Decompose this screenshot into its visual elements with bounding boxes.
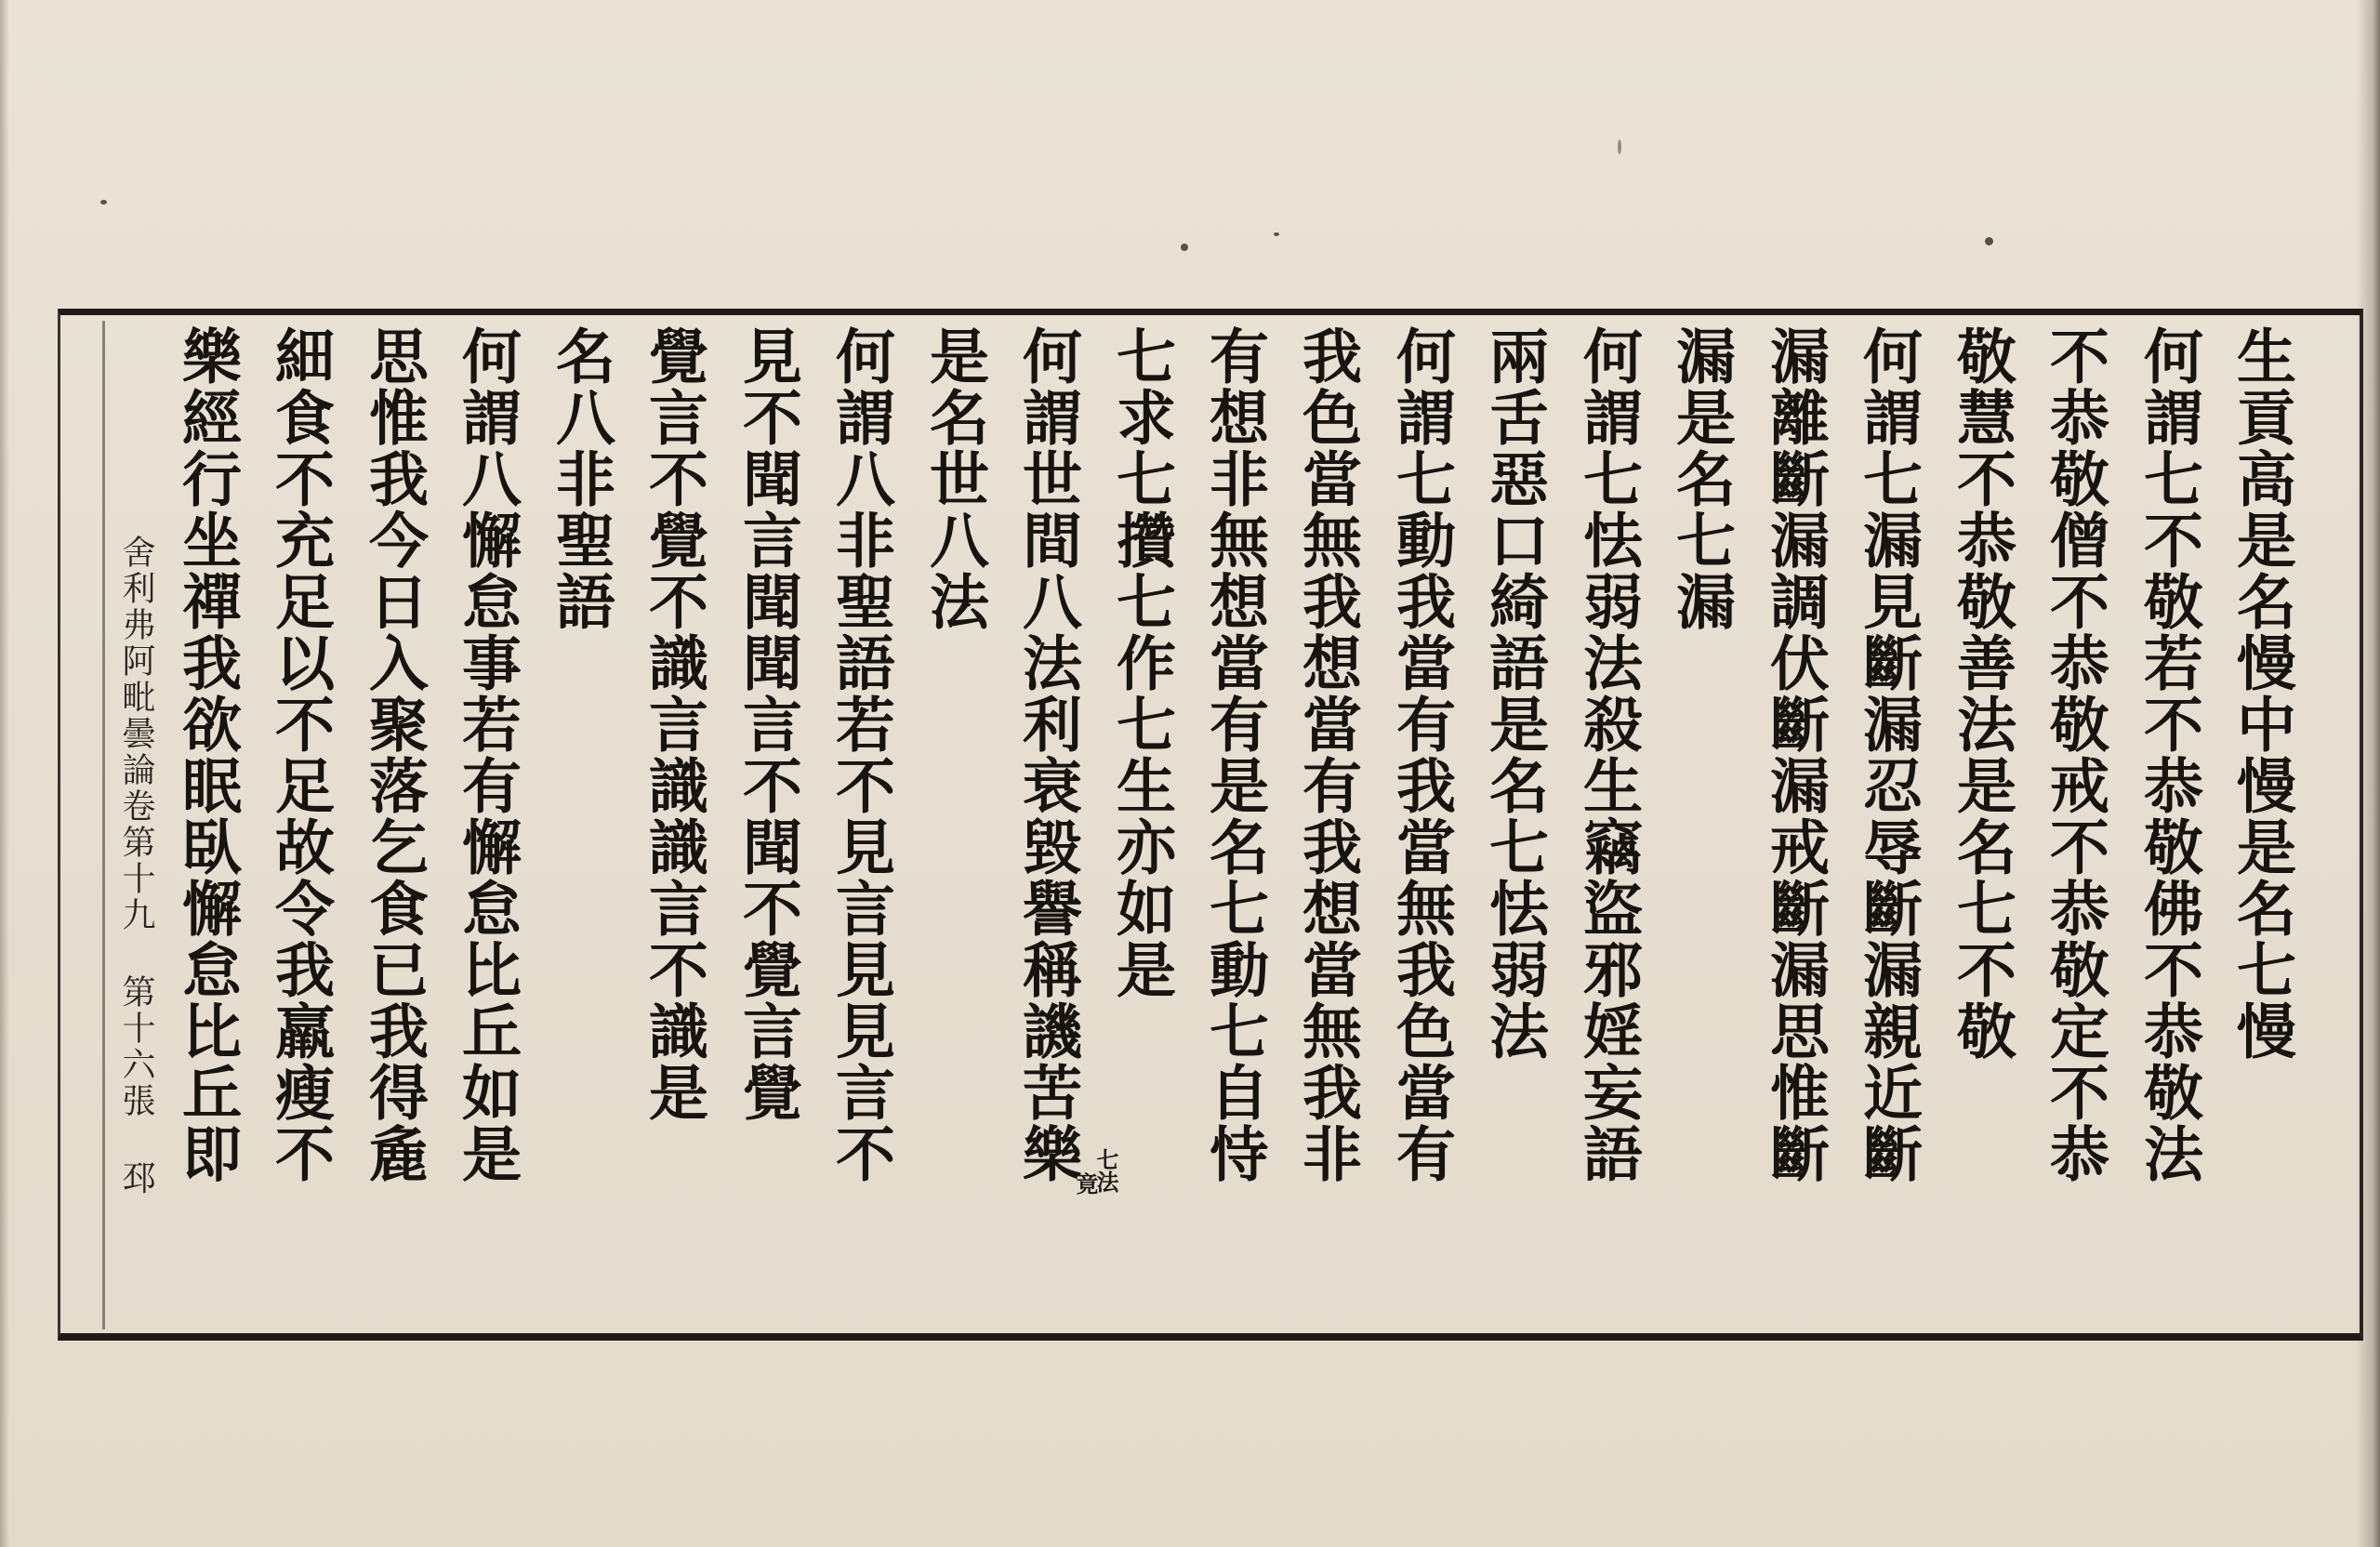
interlinear-note-left: 竟 xyxy=(1072,1172,1099,1195)
text-column-22: 細食不充足以不足故令我羸瘦不 xyxy=(265,325,335,1184)
text-column-9: 兩舌惡口綺語是名七怯弱法 xyxy=(1479,325,1549,1062)
paper-speck xyxy=(100,200,107,205)
text-column-12: 有想非無想當有是名七動七自恃 xyxy=(1199,325,1269,1184)
text-column-16: 何謂八非聖語若不見言見見言不 xyxy=(826,325,895,1184)
text-column-13: 七求七攢七作七生亦如是 xyxy=(1106,325,1176,1000)
text-column-4: 敬慧不恭敬善法是名七不敬 xyxy=(1947,325,2016,1062)
text-column-7: 漏是名七漏 xyxy=(1666,325,1736,632)
text-column-10: 何謂七動我當有我當無我色當有 xyxy=(1386,325,1456,1184)
text-column-1: 生貢高是名慢中慢是名七慢 xyxy=(2227,325,2296,1062)
interlinear-note-right: 七法 xyxy=(1092,1148,1119,1193)
text-column-19: 名八非聖語 xyxy=(546,325,615,632)
paper-speck xyxy=(1181,244,1188,251)
text-column-17: 見不聞言聞聞言不聞不覺言覺 xyxy=(733,325,802,1123)
paper-speck xyxy=(1618,139,1621,154)
text-column-2: 何謂七不敬若不恭敬佛不恭敬法 xyxy=(2134,325,2203,1184)
page-left-edge xyxy=(0,0,9,1547)
text-column-11: 我色當無我想當有我想當無我非 xyxy=(1292,325,1362,1184)
frame-inner-rule xyxy=(102,321,105,1329)
text-column-5: 何謂七漏見斷漏忍辱斷漏親近斷 xyxy=(1853,325,1923,1184)
text-column-15: 是名世八法 xyxy=(919,325,989,632)
text-column-8: 何謂七怯弱法殺生竊盜邪婬妄語 xyxy=(1573,325,1643,1184)
paper-speck xyxy=(1985,237,1993,245)
text-column-14: 何謂世間八法利衰毀譽稱譏苦樂 xyxy=(1012,325,1082,1184)
text-column-18: 覺言不覺不識言識識言不識是 xyxy=(639,325,708,1123)
text-column-20: 何謂八懈怠事若有懈怠比丘如是 xyxy=(452,325,522,1184)
text-column-3: 不恭敬僧不恭敬戒不恭敬定不恭 xyxy=(2040,325,2109,1184)
text-column-6: 漏離斷漏調伏斷漏戒斷漏思惟斷 xyxy=(1760,325,1830,1184)
text-column-23: 樂經行坐禪我欲眠臥懈怠比丘即 xyxy=(172,325,242,1184)
text-column-21: 思惟我今日入聚落乞食已我得麁 xyxy=(359,325,429,1184)
edition-line: 舍利弗阿毗曇論卷第十九 第十六張 邳 xyxy=(117,535,155,1197)
paper-speck xyxy=(1274,232,1279,236)
